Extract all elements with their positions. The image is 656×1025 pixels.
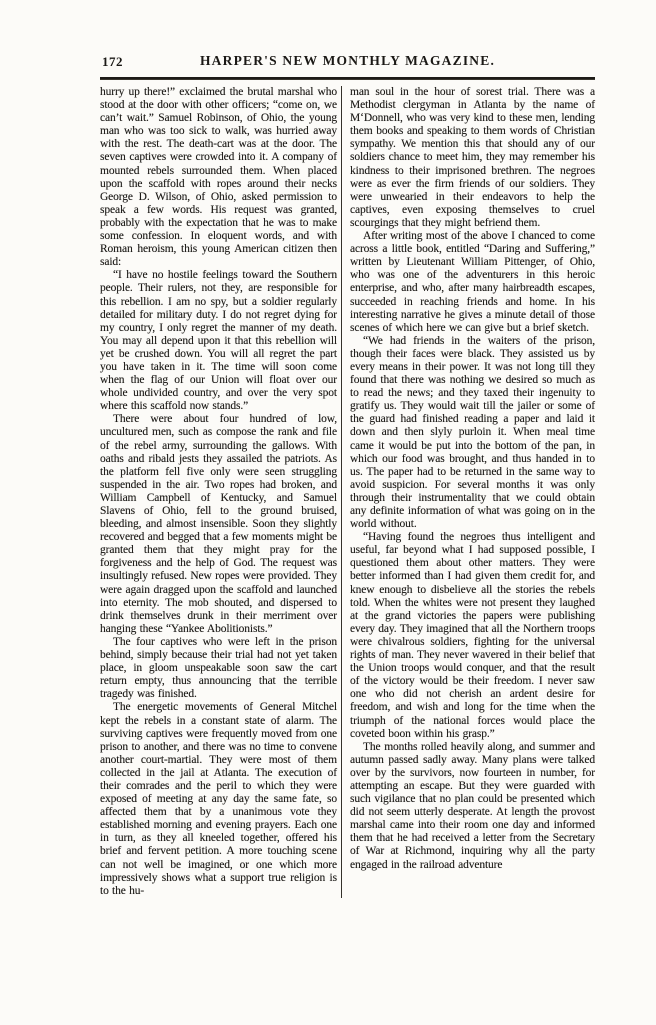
paragraph: “Having found the negroes thus intelligent and useful, far beyond what I had supposed possible, I questioned them about other matters. They were better informed than I had given them credit for, and knew enough to disbelieve all the stories the rebels told. When the whites were not present they laughed at the grand victories the papers were publishing every day. They imagined that all the Northern troops were chivalrous soldiers, fighting for the universal rights of man. They never wavered in their belief that the Union troops would conquer, and that the result of the victory would be their freedom. I never saw one who did not cherish an ardent desire for freedom, and wish and long for the time when the triumph of the national forces would place the coveted boon within his grasp.”: [350, 531, 595, 740]
header-rule: [100, 77, 595, 80]
paragraph: The four captives who were left in the prison behind, simply because their trial had not yet taken place, in gloom unspeakable soon saw the cart return empty, thus announcing that the terrible tragedy was finished.: [100, 635, 337, 701]
paragraph: The energetic movements of General Mitchel kept the rebels in a constant state of alarm. The surviving captives were frequently moved from one prison to another, and there was no time to convene another court-martial. They were most of them collected in the jail at Atlanta. The execution of their comrades and the peril to which they were exposed of meeting at any day the same fate, so affected them that by a unanimous vote they established morning and evening prayers. Each one in turn, as they all kneeled together, offered his brief and fervent petition. A more touching scene can not well be imagined, or one which more impressively shows what a support true religion is to the hu-: [100, 701, 337, 897]
running-title: HARPER'S NEW MONTHLY MAGAZINE.: [199, 53, 496, 68]
paragraph: “We had friends in the waiters of the prison, though their faces were black. They assisted us by every means in their power. It was not long till they found that there was nothing we desired so much as to read the news; and they taxed their ingenuity to gratify us. They would wait till the jailer or some of the guard had finished reading a paper and laid it down and then slyly purloin it. When meal time came it would be put into the bottom of the pan, in which our food was brought, and thus handed in to us. The paper had to be returned in the same way to avoid suspicion. For several months it was only through their instrumentality that we could obtain any definite information of what was going on in the world without.: [350, 334, 595, 531]
right-column: [350, 86, 595, 898]
paragraph: There were about four hundred of low, uncultured men, such as compose the rank and file of the rebel army, surrounding the gallows. With oaths and ribald jests they assailed the patriots. As the platform fell five only were seen struggling suspended in the air. Two ropes had broken, and William Campbell of Kentucky, and Samuel Slavens of Ohio, fell to the ground bruised, bleeding, and almost insensible. Soon they slightly recovered and begged that a few moments might be granted them that they might pray for the forgiveness and the help of God. The request was insultingly refused. New ropes were provided. They were again dragged upon the scaffold and launched into eternity. The mob shouted, and dispersed to drink themselves drunk in their merriment over hanging these “Yankee Abolitionists.”: [100, 413, 337, 635]
paragraph: After writing most of the above I chanced to come across a little book, entitled “Daring and Suffering,” written by Lieutenant William Pittenger, of Ohio, who was one of the adventurers in this heroic enterprise, and who, after many hairbreadth escapes, succeeded in reaching friends and home. In his interesting narrative he gives a minute detail of those scenes of which here we can give but a brief sketch.: [350, 230, 595, 334]
paragraph: “I have no hostile feelings toward the Southern people. Their rulers, not they, are responsible for this rebellion. I am no spy, but a soldier regularly detailed for military duty. I do not regret dying for my country, I only regret the manner of my death. You may all depend upon it that this rebellion will yet be crushed down. You will all regret the part you have taken in it. The time will soon come when the flag of our Union will float over our whole undivided country, and over the very spot where this scaffold now stands.”: [100, 269, 337, 413]
text-columns: [100, 86, 595, 898]
column-divider: [341, 86, 342, 898]
left-column: [100, 86, 337, 898]
page-header: [100, 53, 595, 71]
paragraph: man soul in the hour of sorest trial. There was a Methodist clergyman in Atlanta by the name of M‘Donnell, who was very kind to these men, lending them books and speaking to them words of Christian sympathy. We mention this that should any of our soldiers chance to meet him, they may remember his kindness to their imprisoned brethren. The negroes were as ever the firm friends of our soldiers. They were unwearied in their endeavors to help the captives, even exposing themselves to cruel scourgings that they might befriend them.: [350, 86, 595, 229]
paragraph: The months rolled heavily along, and summer and autumn passed sadly away. Many plans were talked over by the survivors, now fourteen in number, for attempting an escape. But they were guarded with such vigilance that no plan could be presented which did not seem utterly desperate. At length the provost marshal came into their room one day and informed them that he had received a letter from the Secretary of War at Richmond, inquiring why all the party engaged in the railroad adventure: [350, 740, 595, 871]
page-number: 172: [102, 54, 123, 69]
paragraph: hurry up there!” exclaimed the brutal marshal who stood at the door with other officers; “come on, we can’t wait.” Samuel Robinson, of Ohio, the young man who was too sick to walk, was hurried away with the rest. The death-cart was at the door. The seven captives were crowded into it. A company of mounted rebels surrounded them. When placed upon the scaffold with ropes around their necks George D. Wilson, of Ohio, asked permission to speak a few words. His request was granted, probably with the expectation that he was to make some confession. In eloquent words, and with Roman heroism, this young American citizen then said:: [100, 86, 337, 269]
